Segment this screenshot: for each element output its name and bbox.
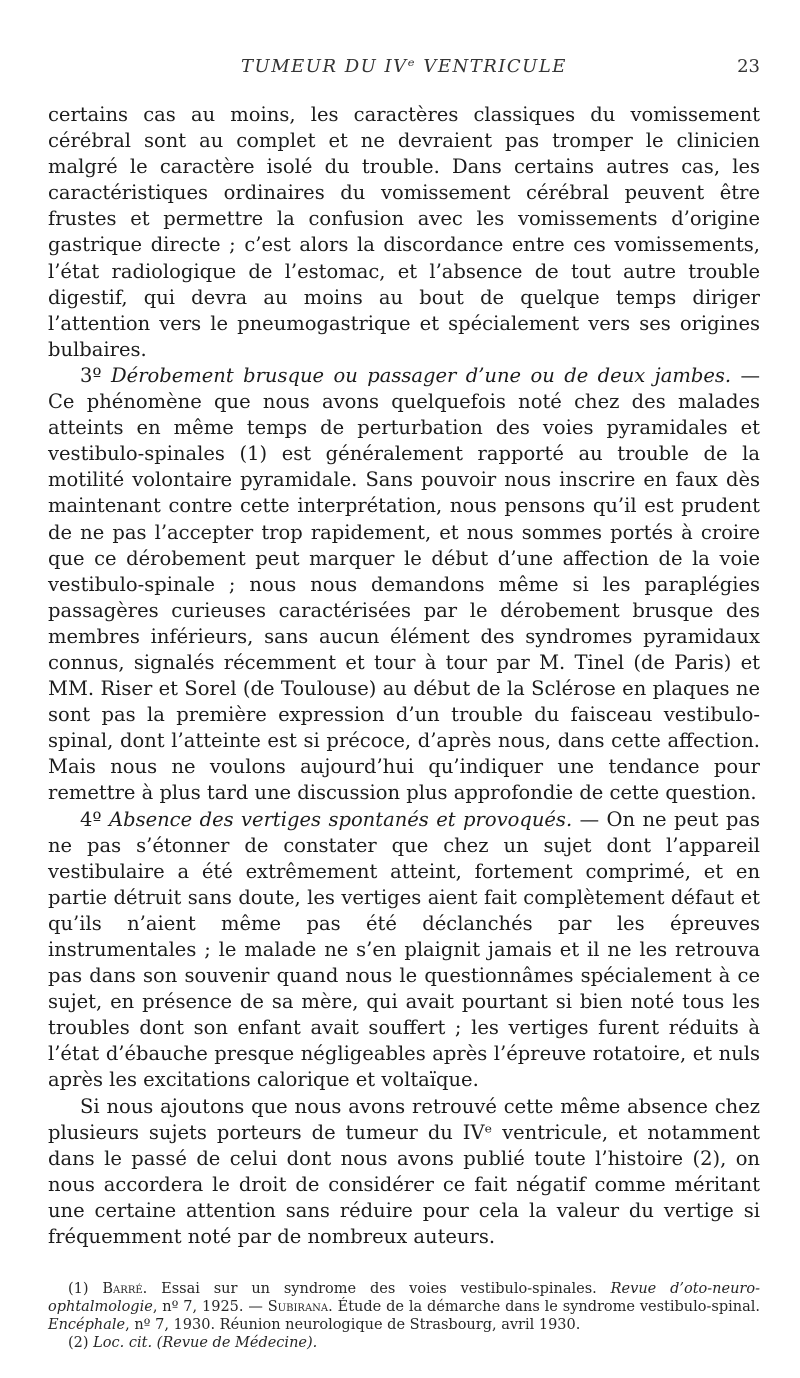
running-title: TUMEUR DU IVᵉ VENTRICULE — [241, 56, 567, 77]
footnote-1 — [48, 1280, 760, 1334]
paragraph-3-number: 4º — [80, 807, 110, 831]
footnote-1-text-d: , nº 7, 1930. Réunion neurologique de Strasbourg, avril 1930. — [125, 1317, 581, 1334]
footnote-2-mark: (2) — [68, 1335, 94, 1352]
footnote-1-author-2: Subirana. — [267, 1299, 333, 1316]
footnote-1-journal-2: Encéphale — [48, 1317, 126, 1334]
page-header — [48, 56, 760, 86]
paragraph-3 — [48, 807, 760, 1094]
footnote-1-mark: (1) — [68, 1281, 103, 1298]
paragraph-1: certains cas au moins, les caractères classiques du vomissement cérébral sont au complet et ne devraient pas tromper le clinicien malgré le caractère isolé du trouble. Dans certains autres cas, les caractéristiques ordinaires du vomissement cérébral peuvent être frustes et permettre la confusion avec les vomissements d’origine gastrique directe ; c’est alors la discordance entre ces vomissements, l’état radiologique de l’estomac, et l’absence de tout autre trouble digestif, qui devra au moins au bout de quelque temps diriger l’attention vers le pneumogastrique et spécialement vers ses origines bulbaires. — [48, 103, 760, 361]
paragraph-4: Si nous ajoutons que nous avons retrouvé cette même absence chez plusieurs sujets porteurs de tumeur du IVᵉ ventricule, et notamment dans le passé de celui dont nous avons publié toute l’histoire (2), on nous accordera le droit de considérer ce fait négatif comme méritant une certaine attention sans réduire pour cela la valeur du vertige si fréquemment noté par de nombreux auteurs. — [48, 1094, 760, 1249]
footnote-1-journal: Revue d’oto-neuro-ophtalmologie — [48, 1281, 760, 1316]
paragraph-3-heading: Absence des vertiges spontanés et provoqués. — [109, 807, 573, 831]
page — [48, 56, 760, 1352]
footnote-2 — [48, 1334, 760, 1352]
footnote-1-author: Barré. — [102, 1281, 148, 1298]
paragraph-2-heading: Dérobement brusque ou passager d’une ou de deux jambes. — [111, 363, 732, 387]
footnote-1-text-a: Essai sur un syndrome des voies vestibulo-spinales. — [147, 1281, 611, 1298]
footnote-1-text-c: Étude de la démarche dans le syndrome vestibulo-spinal. — [332, 1299, 760, 1316]
footnote-2-rest: (Revue de Médecine). — [152, 1335, 318, 1352]
paragraph-3-text: — On ne peut pas ne pas s’étonner de constater que chez un sujet dont l’appareil vestibulaire a été extrêmement atteint, fortement comprimé, et en partie détruit sans doute, les vertiges aient fait complètement défaut et qu’ils n’aient même pas été déclanchés par les épreuves instrumentales ; le malade ne s’en plaignit jamais et il ne les retrouva pas dans son souvenir quand nous le questionnâmes spécialement à ce sujet, en présence de sa mère, qui avait pourtant si bien noté tous les troubles dont son enfant avait souffert ; les vertiges furent réduits à l’état d’ébauche presque négligeables après l’épreuve rotatoire, et nuls après les excitations calorique et voltaïque. — [48, 807, 760, 1092]
paragraph-2-text: — Ce phénomène que nous avons quelquefois noté chez des malades atteints en même temps de perturbation des voies pyramidales et vestibulo-spinales (1) est généralement rapporté au trouble de la motilité volontaire pyramidale. Sans pouvoir nous inscrire en faux dès maintenant contre cette interprétation, nous pensons qu’il est prudent de ne pas l’accepter trop rapidement, et nous sommes portés à croire que ce dérobement peut marquer le début d’une affection de la voie vestibulo-spinale ; nous nous demandons même si les paraplégies passagères curieuses caractérisées par le dérobement brusque des membres inférieurs, sans aucun élément des syndromes pyramidaux connus, signalés récemment et tour à tour par M. Tinel (de Paris) et MM. Riser et Sorel (de Toulouse) au début de la Sclérose en plaques ne sont pas la première expression d’un trouble du faisceau vestibulo-spinal, dont l’atteinte est si précoce, d’après nous, dans cette affection. Mais nous ne voulons aujourd’hui qu’indiquer une tendance pour remettre à plus tard une discussion plus approfondie de cette question. — [48, 363, 761, 805]
page-number: 23 — [737, 56, 760, 77]
footnote-2-loc: Loc. cit. — [93, 1335, 153, 1352]
footnotes — [48, 1280, 760, 1352]
body-text — [48, 102, 760, 1250]
paragraph-2 — [48, 363, 760, 807]
footnote-1-text-b: , nº 7, 1925. — — [152, 1299, 268, 1316]
paragraph-2-number: 3º — [80, 363, 112, 387]
